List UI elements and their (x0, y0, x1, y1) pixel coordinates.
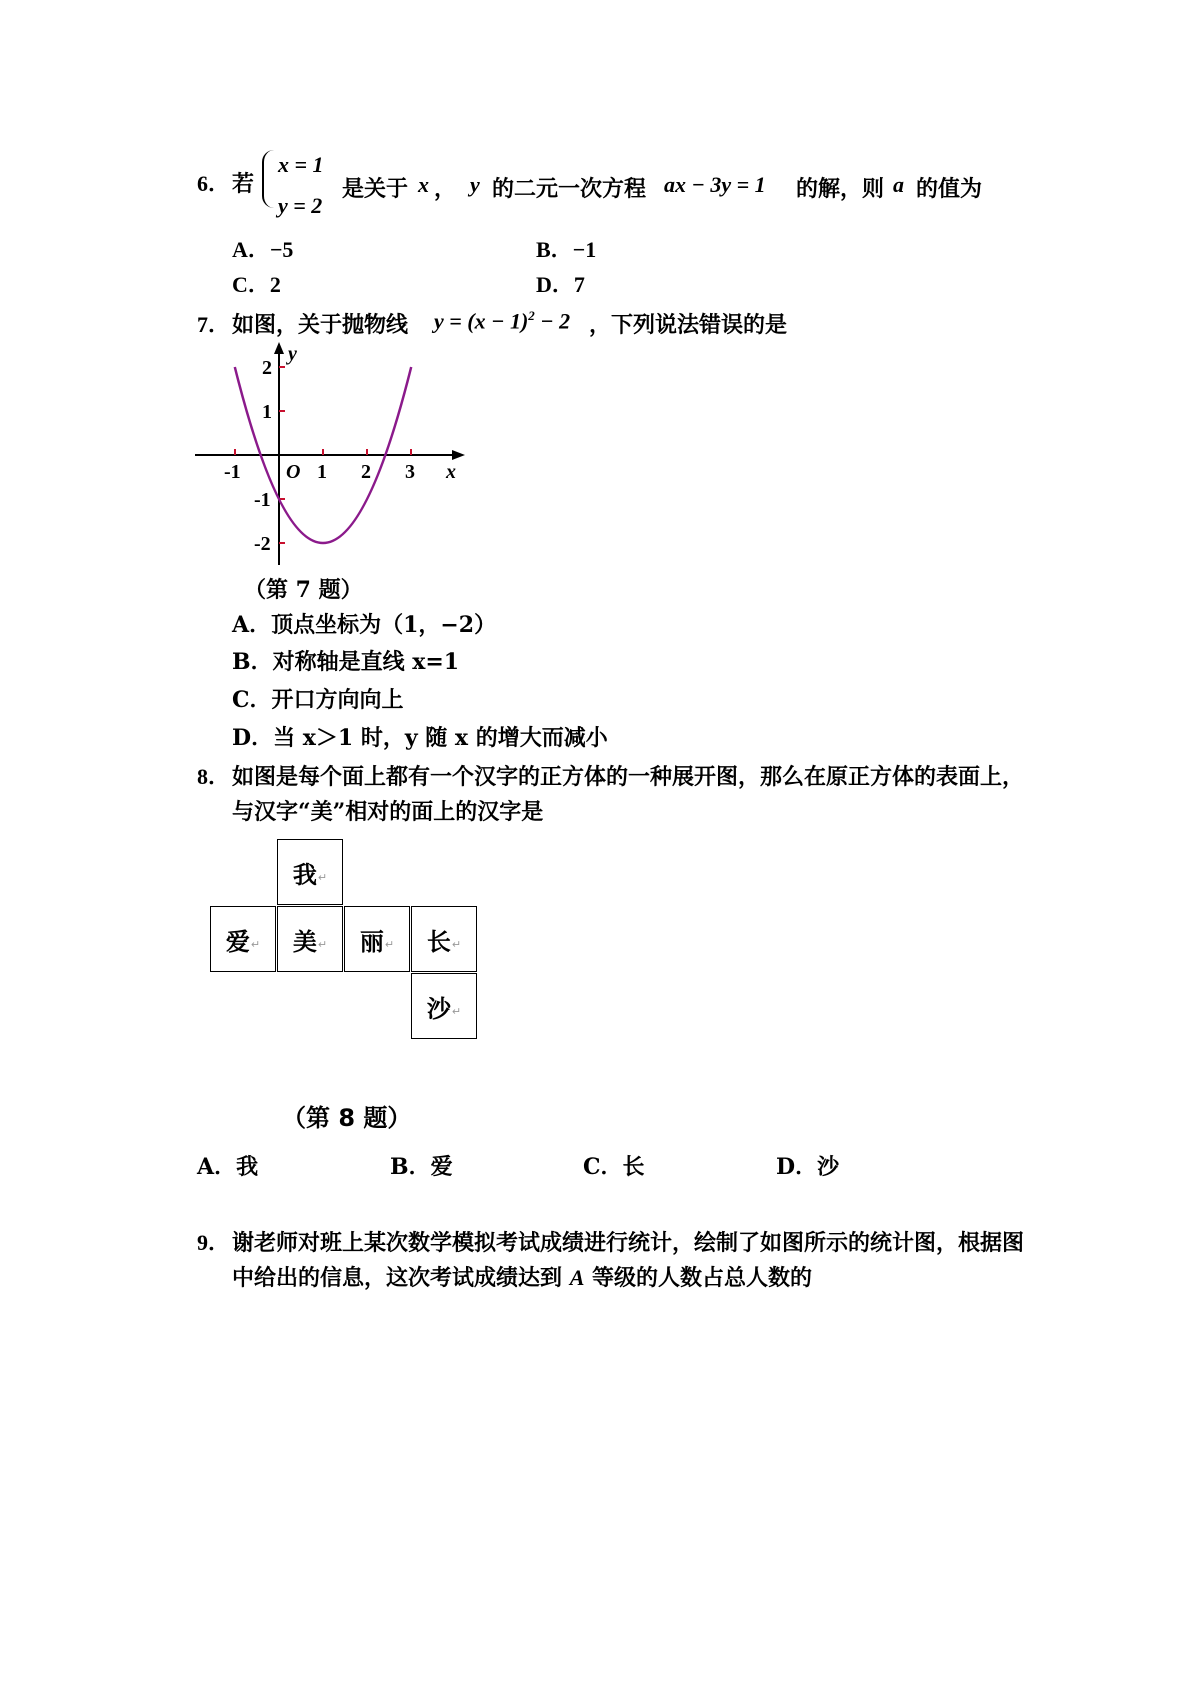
q6-prefix: 若 (232, 171, 255, 197)
q6-text-end2: 的值为 (916, 176, 983, 202)
q7-caption: （第 7 题） (244, 577, 363, 603)
q6-option-c: C．2 (232, 272, 281, 297)
q7-option-c: C．开口方向向上 (232, 687, 404, 713)
y-tick-label: 1 (262, 401, 272, 423)
q9-line2: 中给出的信息，这次考试成绩达到 A 等级的人数占总人数的 (232, 1265, 813, 1291)
net-cell-row-3: 丽 ↵ (344, 906, 410, 972)
y-tick-label: -1 (254, 489, 271, 511)
q7-number: 7． (197, 312, 231, 337)
x-tick-label: 3 (405, 461, 415, 483)
q8-line1: 如图是每个面上都有一个汉字的正方体的一种展开图，那么在原正方体的表面上， (232, 764, 1025, 790)
q6-equation: ax − 3y = 1 (664, 172, 766, 197)
q7-option-b: B．对称轴是直线 x=1 (232, 649, 460, 675)
q8-option-a: A．我 (197, 1154, 259, 1180)
q6-eq1: x = 1 (278, 152, 324, 177)
x-tick-label: 2 (361, 461, 371, 483)
q6-var-y: y (470, 172, 480, 197)
x-tick-label: -1 (224, 461, 241, 483)
q9-number: 9． (197, 1230, 231, 1255)
q8-option-b: B．爱 (390, 1154, 453, 1180)
q7-option-d: D．当 x＞1 时，y 随 x 的增大而减小 (232, 725, 608, 751)
q6-var-a: a (893, 172, 904, 197)
net-cell-top: 我 ↵ (277, 839, 343, 905)
q6-eq2: y = 2 (278, 193, 323, 218)
q8-option-c: C．长 (583, 1154, 645, 1180)
parabola-graph (190, 340, 470, 570)
q6-option-a: A．−5 (232, 237, 294, 262)
net-cell-bottom: 沙 ↵ (411, 973, 477, 1039)
y-tick-label: -2 (254, 533, 271, 555)
y-axis-arrow (274, 342, 284, 354)
q6-text-end: 的解，则 (796, 176, 885, 202)
q8-option-d: D．沙 (776, 1154, 840, 1180)
net-cell-row-1: 爱 ↵ (210, 906, 276, 972)
q6-text-mid: 是关于 (342, 176, 409, 202)
q9-line1: 谢老师对班上某次数学模拟考试成绩进行统计，绘制了如图所示的统计图，根据图 (232, 1230, 1025, 1256)
q6-comma: ， (434, 176, 457, 202)
q6-option-b: B．−1 (536, 237, 597, 262)
y-tick-label: 2 (262, 357, 272, 379)
net-cell-row-2: 美 ↵ (277, 906, 343, 972)
x-tick-label: 1 (317, 461, 327, 483)
q8-caption: （第 8 题） (282, 1104, 412, 1132)
x-axis-arrow (452, 450, 465, 460)
q6-var-x: x (418, 172, 429, 197)
q6-brace (262, 150, 274, 208)
y-axis-label: y (288, 343, 297, 365)
q7-option-a: A．顶点坐标为（1，−2） (232, 612, 497, 638)
origin-label: O (286, 461, 301, 483)
q8-number: 8． (197, 764, 231, 789)
net-cell-row-4: 长 ↵ (411, 906, 477, 972)
q8-line2: 与汉字“美”相对的面上的汉字是 (232, 799, 544, 825)
q7-text-b: ，下列说法错误的是 (589, 312, 788, 338)
q7-equation: $y = (x - 1)^2 - 2$ (434, 308, 571, 334)
x-axis-label: x (446, 461, 456, 483)
q6-number: 6． (197, 171, 231, 196)
q6-option-d: D．7 (536, 272, 585, 297)
q7-text-a: 如图，关于抛物线 (232, 312, 409, 338)
q6-text-mid2: 的二元一次方程 (492, 176, 647, 202)
